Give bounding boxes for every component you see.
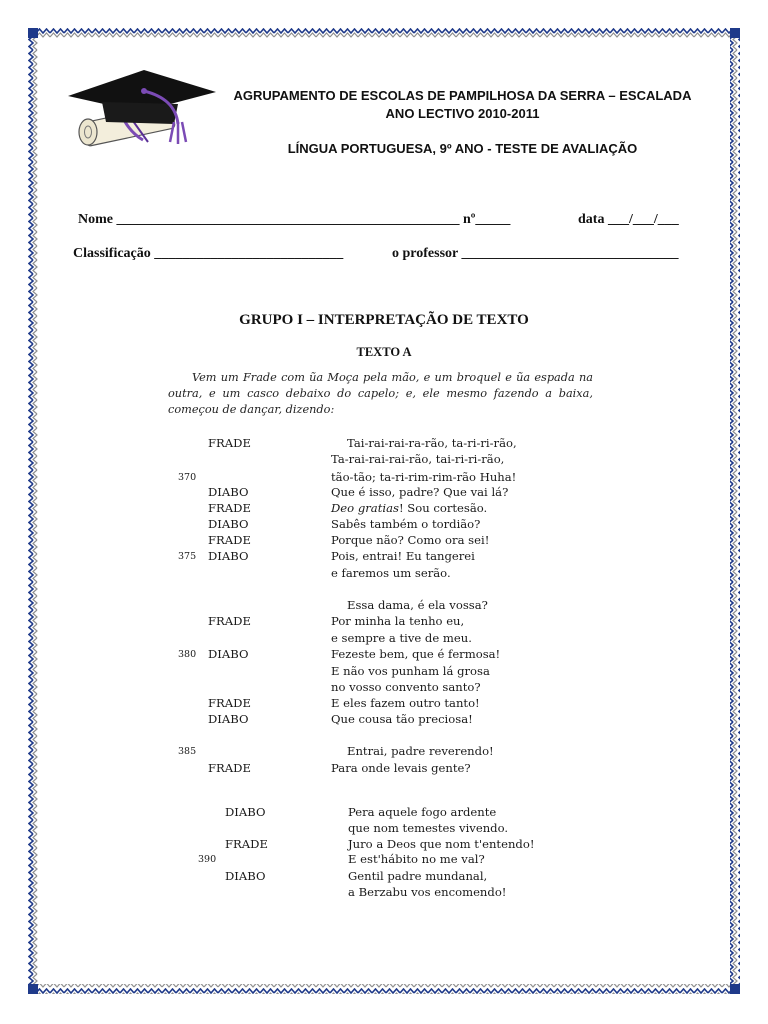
group-title: GRUPO I – INTERPRETAÇÃO DE TEXTO — [239, 312, 529, 328]
verse-line — [347, 598, 488, 612]
speaker-name: FRADE — [225, 837, 268, 851]
verse-number: 370 — [178, 472, 197, 483]
verse-text: ! Sou cortesão. — [398, 501, 488, 515]
verse-line — [331, 664, 490, 678]
verse-text: Por minha la tenho eu, — [331, 614, 465, 628]
verse-text: Gentil padre mundanal, — [348, 869, 488, 883]
speaker-name: FRADE — [208, 533, 251, 547]
stage-direction — [168, 370, 593, 418]
verse-text: Tai-rai-rai-ra-rão, ta-ri-ri-rão, — [347, 436, 517, 450]
verse-text: e sempre a tive de meu. — [331, 631, 472, 645]
classification-field[interactable]: Classificação ___________________________ — [73, 246, 344, 261]
test-subtitle: LÍNGUA PORTUGUESA, 9º ANO - TESTE DE AVALIAÇÃO — [287, 141, 638, 156]
verse-text: tão-tão; ta-ri-rim-rim-rão Huha! — [331, 470, 517, 484]
verse-line — [331, 533, 489, 547]
verse-line — [347, 436, 517, 450]
verse-text: E não vos punham lá grosa — [331, 664, 490, 678]
verse-text: Ta-rai-rai-rai-rão, tai-ri-ri-rão, — [331, 452, 505, 466]
speaker-name: DIABO — [208, 647, 249, 661]
verse-line — [331, 452, 504, 466]
verse-line — [348, 805, 496, 819]
name-field[interactable]: Nome _________________________________________________ nº_____ — [78, 212, 511, 227]
speaker-name: DIABO — [225, 805, 266, 819]
verse-text: Que é isso, padre? Que vai lá? — [331, 485, 509, 499]
speaker-name: DIABO — [225, 869, 266, 883]
verse-text: que nom temestes vivendo. — [348, 821, 509, 835]
school-name: AGRUPAMENTO DE ESCOLAS DE PAMPILHOSA DA SERRA – ESCALADA — [233, 88, 692, 103]
graduation-cap-diploma-icon — [66, 66, 221, 156]
verse-line — [348, 821, 508, 835]
verse-text: Pera aquele fogo ardente — [348, 805, 497, 819]
verse-number: 385 — [178, 746, 197, 757]
speaker-name: DIABO — [208, 517, 249, 531]
verse-text: Entrai, padre reverendo! — [347, 744, 494, 758]
speaker-name: FRADE — [208, 614, 251, 628]
verse-line — [348, 852, 485, 866]
verse-line — [331, 614, 464, 628]
verse-line — [348, 837, 534, 851]
speaker-name: DIABO — [208, 485, 249, 499]
verse-text: Juro a Deos que nom t'entendo! — [348, 837, 535, 851]
verse-text: Para onde levais gente? — [331, 761, 471, 775]
verse-line — [331, 566, 451, 580]
text-title: TEXTO A — [356, 345, 412, 359]
verse-line — [331, 680, 481, 694]
speaker-name: FRADE — [208, 761, 251, 775]
verse-line — [331, 761, 471, 775]
verse-line — [331, 470, 516, 484]
verse-line — [331, 501, 487, 515]
verse-text: Que cousa tão preciosa! — [331, 712, 473, 726]
verse-line — [331, 647, 500, 661]
verse-text: no vosso convento santo? — [331, 680, 481, 694]
verse-number: 390 — [198, 854, 217, 865]
stage-direction-text: Vem um Frade com ũa Moça pela mão, e um broquel e ũa espada na outra, e um casco debaixo do capelo; e, ele mesmo fazendo a baixa, começou de dançar, dizendo: — [168, 371, 593, 416]
verse-text: Porque não? Como ora sei! — [331, 533, 490, 547]
verse-line — [347, 744, 494, 758]
verse-text: Sabês também o tordião? — [331, 517, 481, 531]
verse-text: E est'hábito no me val? — [348, 852, 485, 866]
speaker-name: FRADE — [208, 501, 251, 515]
verse-number: 380 — [178, 649, 197, 660]
speaker-name: FRADE — [208, 696, 251, 710]
school-year: ANO LECTIVO 2010-2011 — [385, 106, 540, 121]
verse-latin: Deo gratias — [331, 501, 399, 515]
professor-field[interactable]: o professor _______________________________ — [392, 246, 679, 261]
verse-text: a Berzabu vos encomendo! — [348, 885, 507, 899]
verse-line — [331, 517, 480, 531]
date-field[interactable]: data ___/___/___ — [578, 212, 679, 227]
verse-line — [348, 885, 506, 899]
verse-text: E eles fazem outro tanto! — [331, 696, 480, 710]
verse-line — [331, 631, 472, 645]
verse-text: Pois, entrai! Eu tangerei — [331, 549, 475, 563]
verse-line — [331, 549, 475, 563]
verse-text: Essa dama, é ela vossa? — [347, 598, 488, 612]
verse-line — [348, 869, 487, 883]
speaker-name: DIABO — [208, 549, 249, 563]
speaker-name: FRADE — [208, 436, 251, 450]
verse-number: 375 — [178, 551, 197, 562]
speaker-name: DIABO — [208, 712, 249, 726]
verse-line — [331, 485, 508, 499]
verse-text: e faremos um serão. — [331, 566, 451, 580]
verse-text: Fezeste bem, que é fermosa! — [331, 647, 501, 661]
verse-line — [331, 712, 473, 726]
verse-line — [331, 696, 480, 710]
